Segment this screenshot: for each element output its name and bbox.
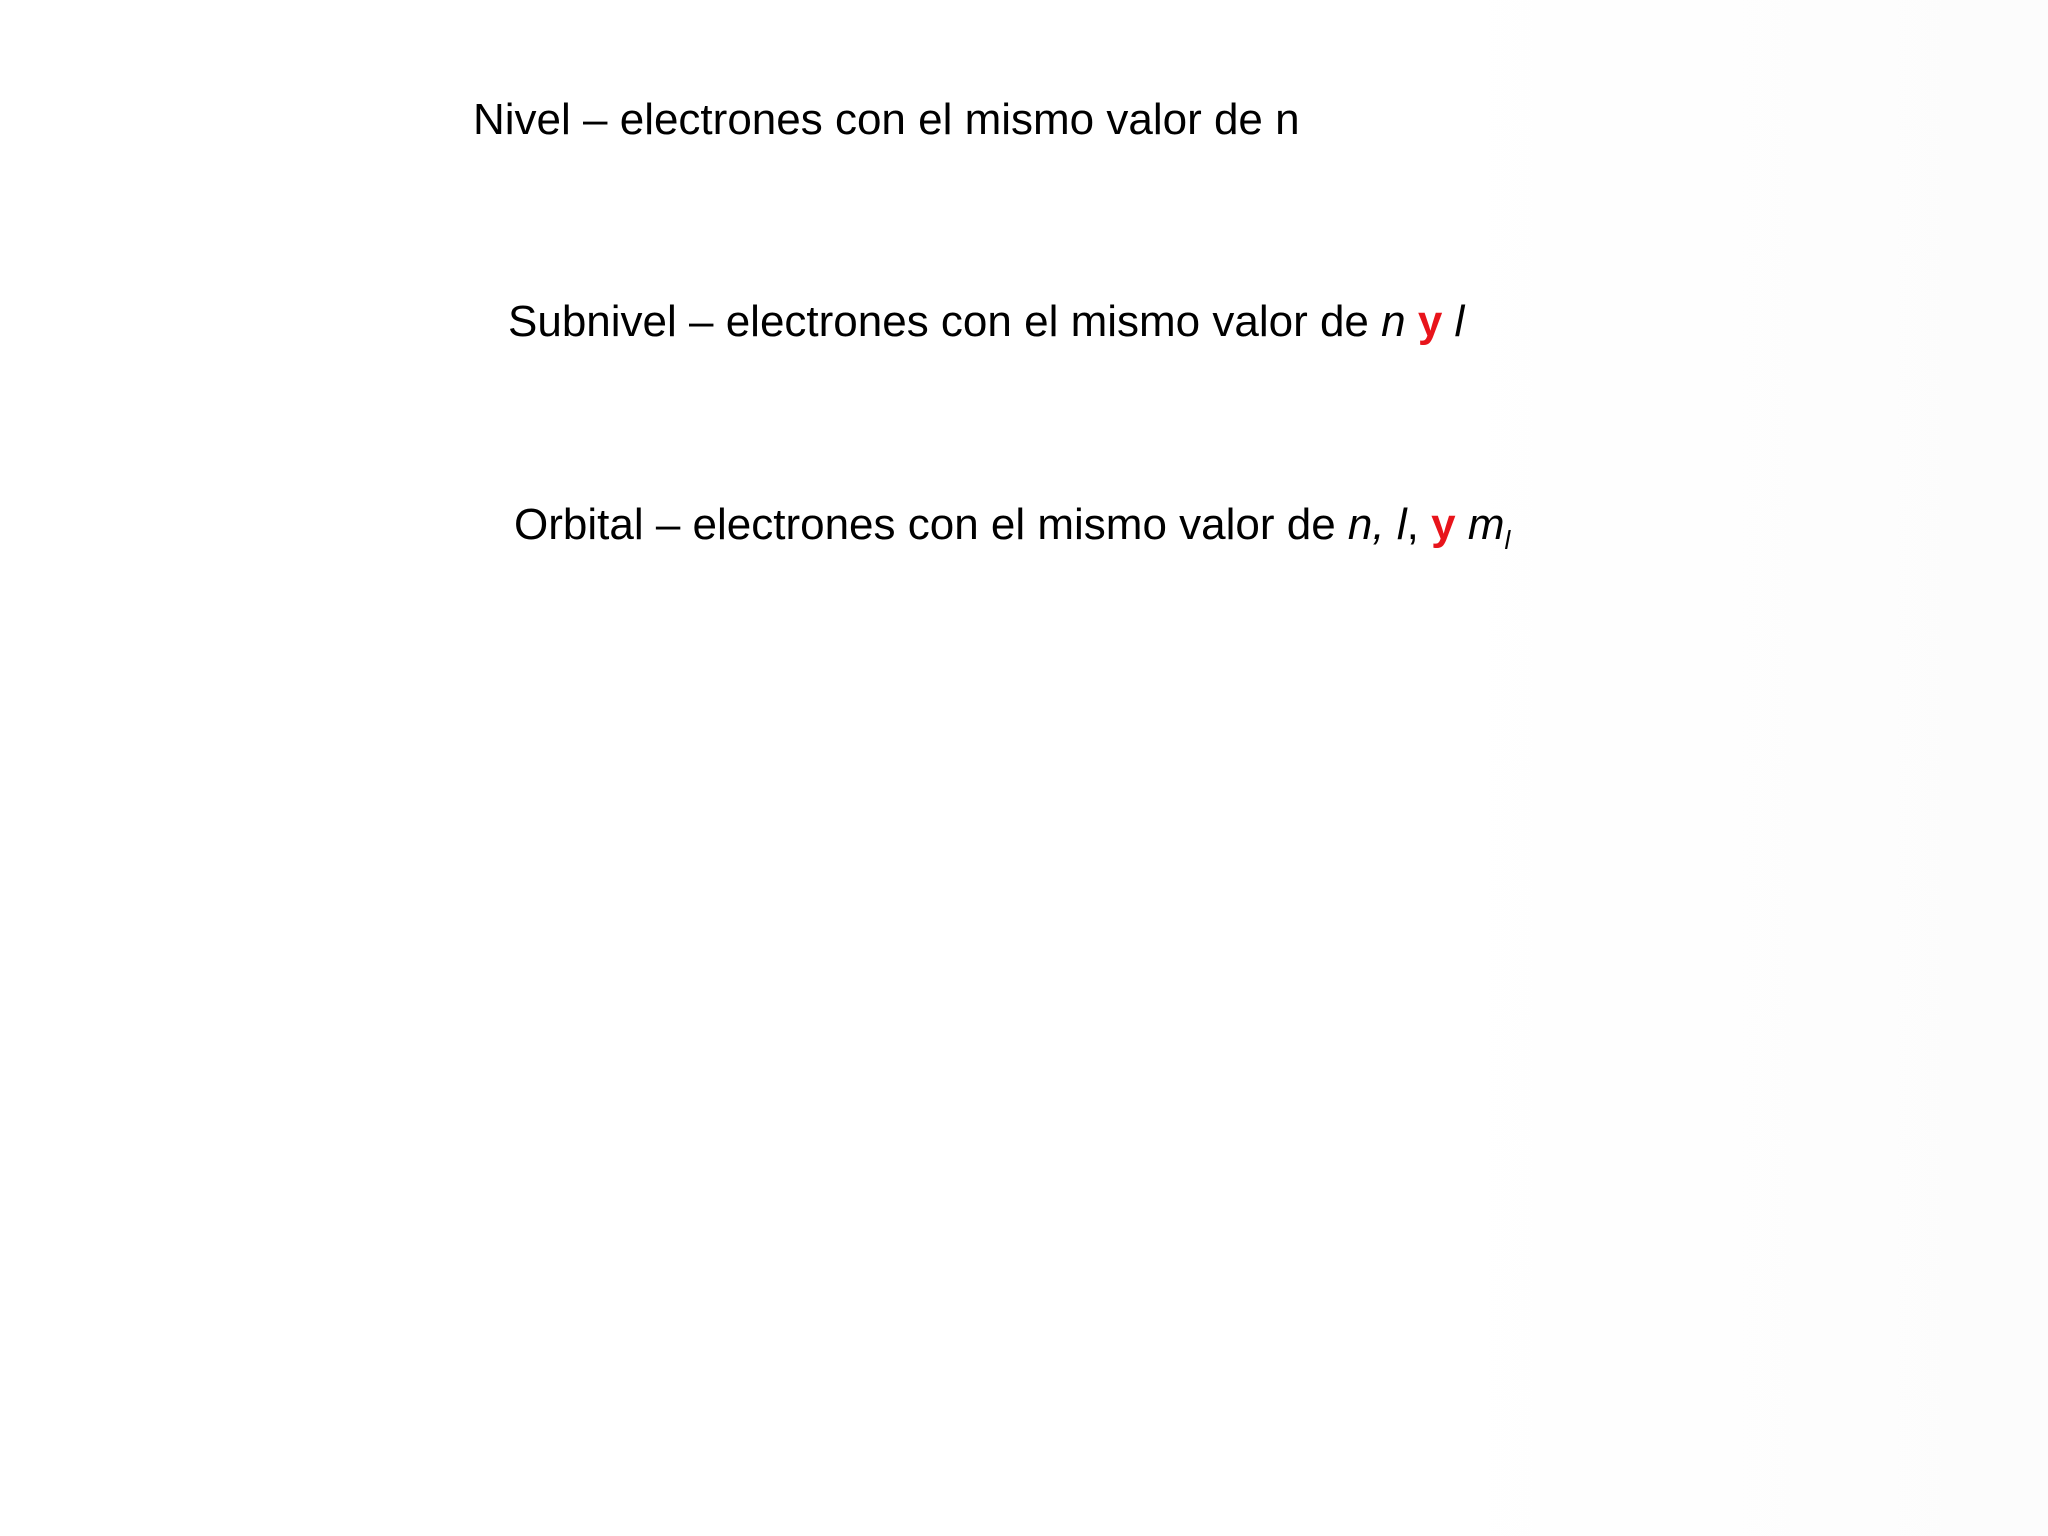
subnivel-dash: – (676, 297, 726, 346)
orbital-definition (514, 495, 1510, 555)
orbital-vars: n, l (1347, 500, 1407, 549)
orbital-comma: , (1406, 500, 1419, 549)
orbital-text: electrones con el mismo valor de (692, 500, 1348, 549)
orbital-var-m: m (1467, 500, 1505, 549)
nivel-text: electrones con el mismo valor de n (619, 95, 1300, 144)
subnivel-text: electrones con el mismo valor de (725, 297, 1382, 346)
nivel-definition (473, 90, 1300, 150)
orbital-conjunction: y (1431, 500, 1456, 549)
orbital-label: Orbital (514, 500, 644, 549)
subnivel-var-l: l (1454, 297, 1465, 346)
subnivel-definition (508, 292, 1464, 352)
subnivel-label: Subnivel (508, 297, 677, 346)
orbital-dash: – (643, 500, 693, 549)
nivel-label: Nivel (473, 95, 571, 144)
subnivel-var-n: n (1381, 297, 1406, 346)
subnivel-conjunction: y (1417, 297, 1443, 346)
orbital-var-m-subscript: l (1504, 525, 1511, 555)
nivel-dash: – (570, 95, 620, 144)
